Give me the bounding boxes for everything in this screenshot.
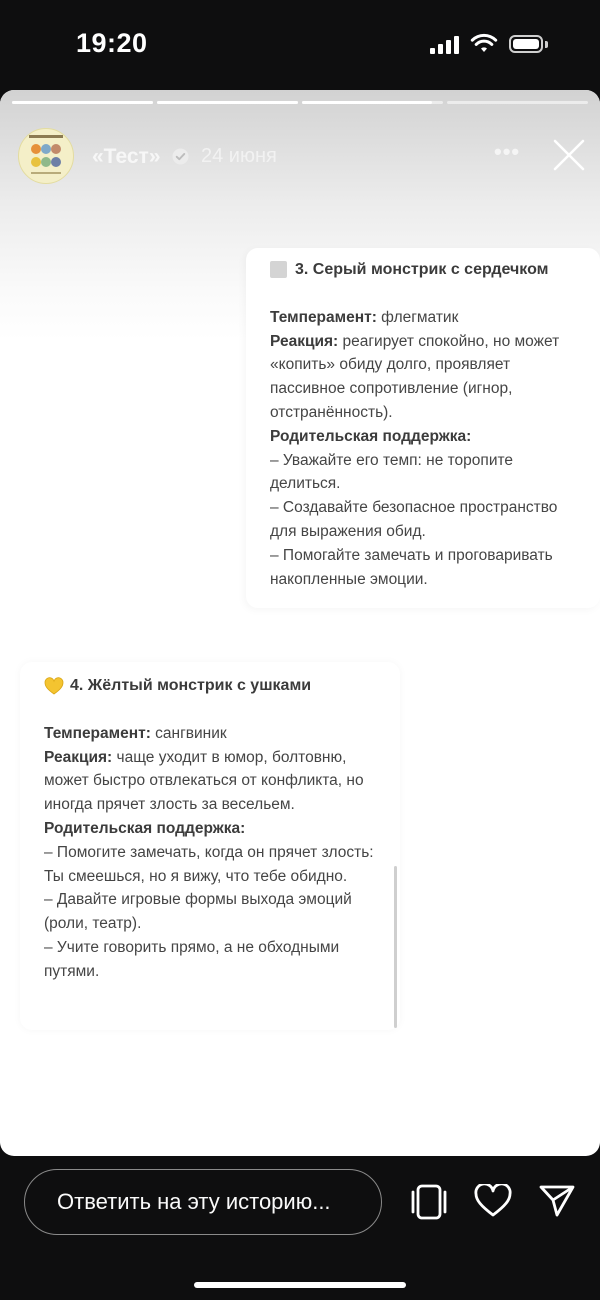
temperament-line xyxy=(44,722,382,746)
grey-square-icon xyxy=(270,261,287,278)
monster-poster-thumbnail xyxy=(19,129,73,183)
note-card-grey-monster xyxy=(246,248,600,608)
note-title xyxy=(44,674,382,698)
temperament-label: Темперамент: xyxy=(270,308,377,326)
support-label: Родительская поддержка: xyxy=(44,819,246,837)
support-item: – Помогайте замечать и проговаривать накопленные эмоции. xyxy=(270,546,553,588)
progress-segment-fill xyxy=(12,101,153,104)
note-title-text: 3. Серый монстрик с сердечком xyxy=(295,261,549,278)
reaction-line xyxy=(44,746,382,817)
account-avatar[interactable] xyxy=(18,128,74,184)
screen-share-icon[interactable] xyxy=(410,1184,448,1220)
heart-icon[interactable] xyxy=(474,1184,512,1218)
reply-bar xyxy=(0,1156,600,1300)
note-title-text: 4. Жёлтый монстрик с ушками xyxy=(70,677,312,694)
reaction-label: Реакция: xyxy=(270,332,339,350)
story-date: 24 июня xyxy=(201,145,277,167)
note-scrollbar[interactable] xyxy=(394,866,397,1028)
progress-segment-fill xyxy=(302,101,432,104)
support-label: Родительская поддержка: xyxy=(270,427,472,445)
reaction-text: чаще уходит в юмор, болтовню, может быстро отвлекаться от конфликта, но иногда прячет злость за весельем. xyxy=(44,748,364,814)
support-item: – Создавайте безопасное пространство для выражения обид. xyxy=(270,499,558,540)
temperament-value: флегматик xyxy=(381,308,459,326)
reaction-label: Реакция: xyxy=(44,748,113,766)
battery-icon xyxy=(509,35,543,53)
progress-segment xyxy=(447,101,588,104)
progress-segment-fill xyxy=(157,101,298,104)
status-time: 19:20 xyxy=(76,28,148,58)
story-progress-bar xyxy=(12,101,600,105)
reaction-line xyxy=(270,330,582,425)
wifi-icon xyxy=(470,33,498,55)
signal-icon xyxy=(430,36,460,54)
reaction-text: реагирует спокойно, но может «копить» обиду долго, проявляет пассивное сопротивление (игнор, отстранённость). xyxy=(270,332,560,421)
support-item: – Уважайте его темп: не торопите делиться. xyxy=(270,451,514,493)
status-bar xyxy=(0,0,600,90)
battery-tip xyxy=(545,41,548,48)
support-item: – Помогите замечать, когда он прячет злость: Ты смеешься, но я вижу, что тебе обидно. xyxy=(44,843,374,885)
temperament-line xyxy=(270,306,582,330)
note-title xyxy=(270,258,582,282)
support-item: – Учите говорить прямо, а не обходными путями. xyxy=(44,938,340,980)
close-icon[interactable] xyxy=(552,138,586,172)
temperament-value: сангвиник xyxy=(155,724,227,742)
yellow-heart-icon xyxy=(44,677,64,695)
temperament-label: Темперамент: xyxy=(44,724,151,742)
note-card-yellow-monster xyxy=(20,662,400,1030)
support-item: – Давайте игровые формы выхода эмоций (роли, театр). xyxy=(44,891,352,933)
story-viewer[interactable] xyxy=(0,90,600,1156)
verified-badge-icon xyxy=(172,148,189,165)
reply-input[interactable] xyxy=(24,1169,382,1235)
more-horizontal-icon[interactable]: ••• xyxy=(494,139,521,164)
account-name[interactable]: «Тест» xyxy=(92,145,161,168)
send-icon[interactable] xyxy=(539,1184,575,1218)
home-indicator xyxy=(194,1282,406,1288)
reply-placeholder: Ответить на эту историю... xyxy=(57,1189,331,1214)
